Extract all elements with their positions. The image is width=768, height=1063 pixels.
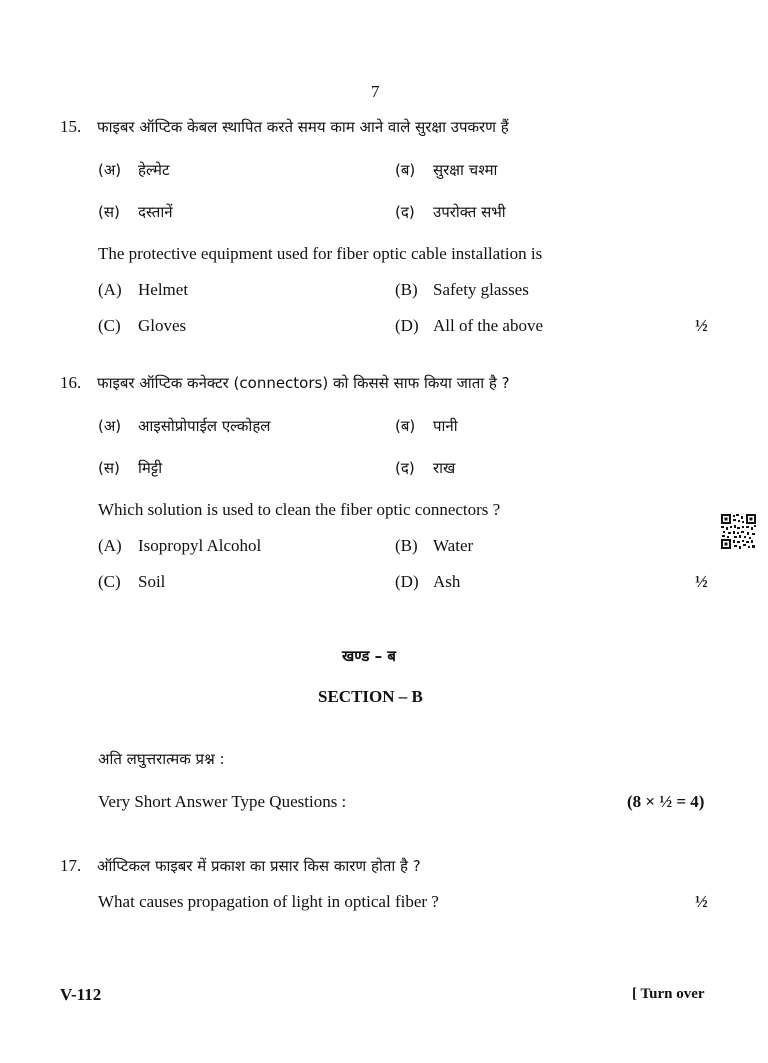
option-label: (स) [98,459,120,477]
option-text: उपरोक्त सभी [433,203,506,221]
question-text-hindi: फाइबर ऑप्टिक केबल स्थापित करते समय काम आने वाले सुरक्षा उपकरण हैं [97,118,509,136]
paper-code: V-112 [60,985,102,1004]
question-text-english: The protective equipment used for fiber optic cable installation is [98,244,543,263]
option-label: (द) [395,459,415,477]
instruction-hindi: अति लघुत्तरात्मक प्रश्न : [98,750,225,768]
question-text-hindi: फाइबर ऑप्टिक कनेक्टर (connectors) को किससे साफ किया जाता है ? [97,374,510,392]
marks: ½ [695,572,708,591]
question-text-english: What causes propagation of light in optical fiber ? [98,892,439,911]
qr-code [721,514,756,549]
option-text: पानी [433,417,458,435]
option-label: (अ) [98,417,122,435]
option-text: Gloves [138,316,187,335]
option-text: Helmet [138,280,189,299]
page-number: 7 [371,82,380,101]
option-text: मिट्टी [138,459,163,477]
option-text: सुरक्षा चश्मा [433,161,498,179]
option-text: Isopropyl Alcohol [138,536,262,555]
option-text: Soil [138,572,166,591]
option-label: (स) [98,203,120,221]
question-text-english: Which solution is used to clean the fiber optic connectors ? [98,500,501,519]
section-marks: (8 × ½ = 4) [627,792,705,811]
option-label: (द) [395,203,415,221]
option-label: (ब) [395,417,416,435]
option-label: (C) [98,316,121,335]
option-label: (B) [395,280,418,299]
option-label: (A) [98,280,122,299]
option-label: (D) [395,572,419,591]
option-label: (अ) [98,161,122,179]
turn-over-note: [ Turn over [632,986,705,1002]
option-text: Water [433,536,474,555]
option-text: All of the above [433,316,543,335]
option-label: (ब) [395,161,416,179]
qr-code-graphic [721,514,756,549]
option-label: (A) [98,536,122,555]
option-label: (D) [395,316,419,335]
option-text: हेल्मेट [138,161,170,179]
option-text: Safety glasses [433,280,529,299]
marks: ½ [695,892,708,911]
question-text-hindi: ऑप्टिकल फाइबर में प्रकाश का प्रसार किस कारण होता है ? [97,857,421,875]
option-text: दस्तानें [138,203,173,221]
instruction-english: Very Short Answer Type Questions : [98,792,347,811]
option-text: आइसोप्रोपाईल एल्कोहल [138,417,271,435]
section-heading-english: SECTION – B [318,687,423,706]
option-label: (C) [98,572,121,591]
marks: ½ [695,316,708,335]
option-label: (B) [395,536,418,555]
option-text: राख [433,459,456,477]
question-number: 17. [60,856,82,875]
question-number: 15. [60,117,82,136]
section-heading-hindi: खण्ड – ब [342,647,396,665]
option-text: Ash [433,572,461,591]
question-number: 16. [60,373,82,392]
